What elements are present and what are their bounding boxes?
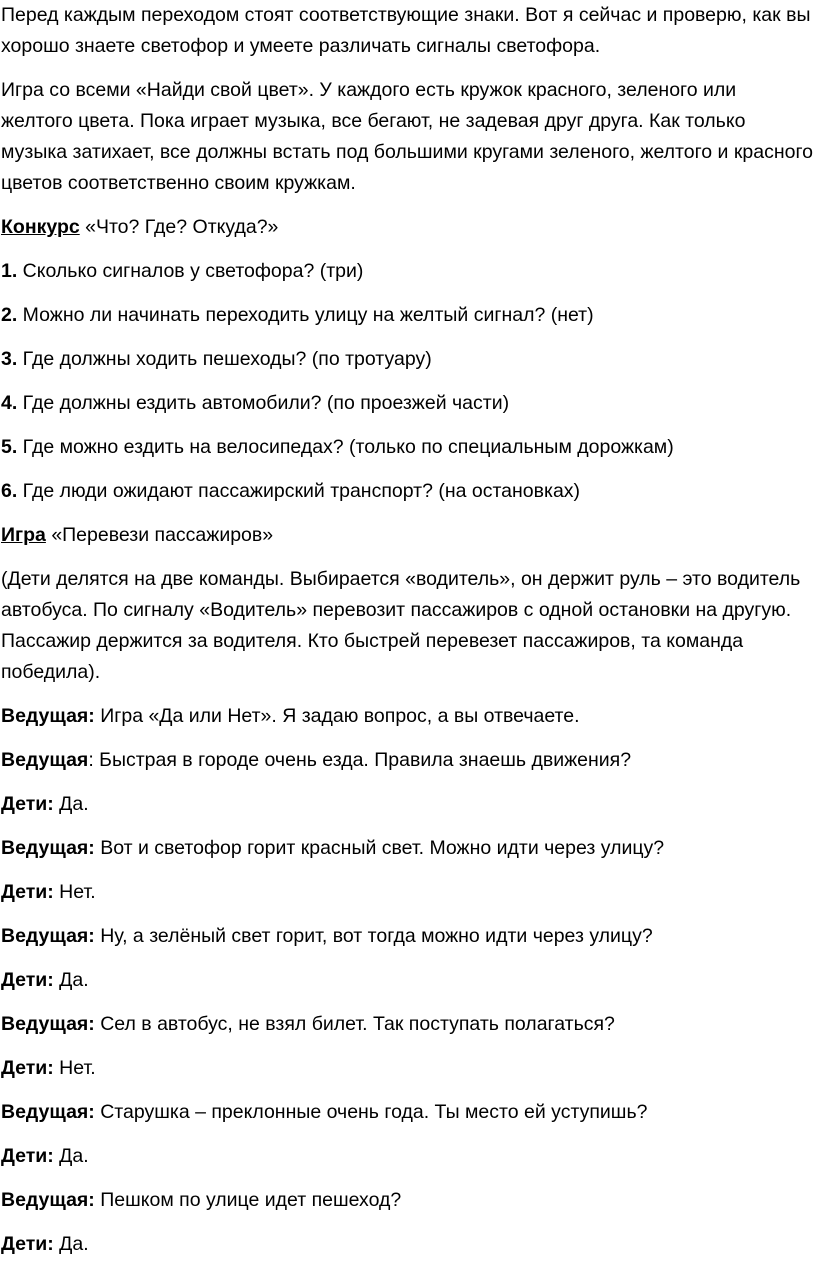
speaker-label: Ведущая [1,749,89,771]
question-text: Где должны ездить автомобили? (по проезжей части) [17,392,510,414]
dialogue-line [1,1097,813,1128]
speaker-label: Дети: [1,969,54,991]
speaker-label: Дети: [1,1145,54,1167]
game-description-paragraph: Игра со всеми «Найди свой цвет». У каждого есть кружок красного, зеленого или желтого цвета. Пока играет музыка, все бегают, не задевая друг друга. Как только музыка затихает, все должны встать под большими кругами зеленого, желтого и красного цветов соответственно своим кружкам. [1,79,813,194]
question-text: Сколько сигналов у светофора? (три) [17,260,364,282]
dialogue-text: Да. [53,793,89,815]
dialogue-text: Игра «Да или Нет». Я задаю вопрос, а вы отвечаете. [94,705,580,727]
game-label: Игра [1,524,46,546]
speaker-label: Ведущая: [1,1189,95,1211]
contest-title: «Что? Где? Откуда?» [79,216,279,238]
dialogue-text: Да. [53,1145,89,1167]
dialogue-line [1,1009,813,1040]
intro-paragraph: Перед каждым переходом стоят соответствующие знаки. Вот я сейчас и проверю, как вы хорошо знаете светофор и умеете различать сигналы светофора. [1,4,811,57]
question-number: 6. [1,480,18,502]
dialogue-line [1,701,813,732]
speaker-label: Дети: [1,793,54,815]
question-text: Где можно ездить на велосипедах? (только по специальным дорожкам) [17,436,674,458]
question-item [1,476,813,507]
speaker-label: Ведущая: [1,705,95,727]
speaker-label: Дети: [1,1057,54,1079]
question-number: 1. [1,260,18,282]
dialogue-text: Старушка – преклонные очень года. Ты место ей уступишь? [94,1101,648,1123]
question-item [1,388,813,419]
question-text: Где люди ожидают пассажирский транспорт? (на остановках) [17,480,581,502]
game-heading [1,520,813,551]
dialogue-line [1,1229,813,1260]
dialogue-text: Вот и светофор горит красный свет. Можно идти через улицу? [94,837,665,859]
question-item [1,432,813,463]
dialogue-line [1,745,813,776]
dialogue-text: Да. [53,1233,89,1255]
dialogue-text: Нет. [53,881,96,903]
speaker-label: Дети: [1,1233,54,1255]
dialogue-text: Ну, а зелёный свет горит, вот тогда можно идти через улицу? [94,925,653,947]
dialogue-line [1,833,813,864]
speaker-label: Ведущая: [1,1013,95,1035]
question-number: 3. [1,348,18,370]
contest-label: Конкурс [1,216,80,238]
speaker-label: Ведущая: [1,837,95,859]
question-item [1,344,813,375]
contest-heading [1,212,813,243]
dialogue-line [1,789,813,820]
dialogue-text: Нет. [53,1057,96,1079]
dialogue-text: Пешком по улице идет пешеход? [94,1189,402,1211]
dialogue-line [1,1053,813,1084]
speaker-label: Дети: [1,881,54,903]
document-page [1,0,813,1273]
dialogue-text: Да. [53,969,89,991]
question-number: 2. [1,304,18,326]
dialogue-line [1,1185,813,1216]
speaker-label: Ведущая: [1,1101,95,1123]
question-item [1,256,813,287]
question-number: 5. [1,436,18,458]
question-item [1,300,813,331]
speaker-label: Ведущая: [1,925,95,947]
question-text: Можно ли начинать переходить улицу на желтый сигнал? (нет) [17,304,594,326]
dialogue-text: Сел в автобус, не взял билет. Так поступать полагаться? [94,1013,615,1035]
game-rules-paragraph: (Дети делятся на две команды. Выбирается «водитель», он держит руль – это водитель автобуса. По сигналу «Водитель» перевозит пассажиров с одной остановки на другую. Пассажир держится за водителя. Кто быстрей перевезет пассажиров, та команда победила). [1,568,801,683]
dialogue-text: : Быстрая в городе очень езда. Правила знаешь движения? [88,749,632,771]
question-number: 4. [1,392,18,414]
dialogue-line [1,1141,813,1172]
dialogue-line [1,921,813,952]
question-text: Где должны ходить пешеходы? (по тротуару) [17,348,432,370]
dialogue-line [1,877,813,908]
dialogue-line [1,965,813,996]
game-title: «Перевези пассажиров» [45,524,274,546]
